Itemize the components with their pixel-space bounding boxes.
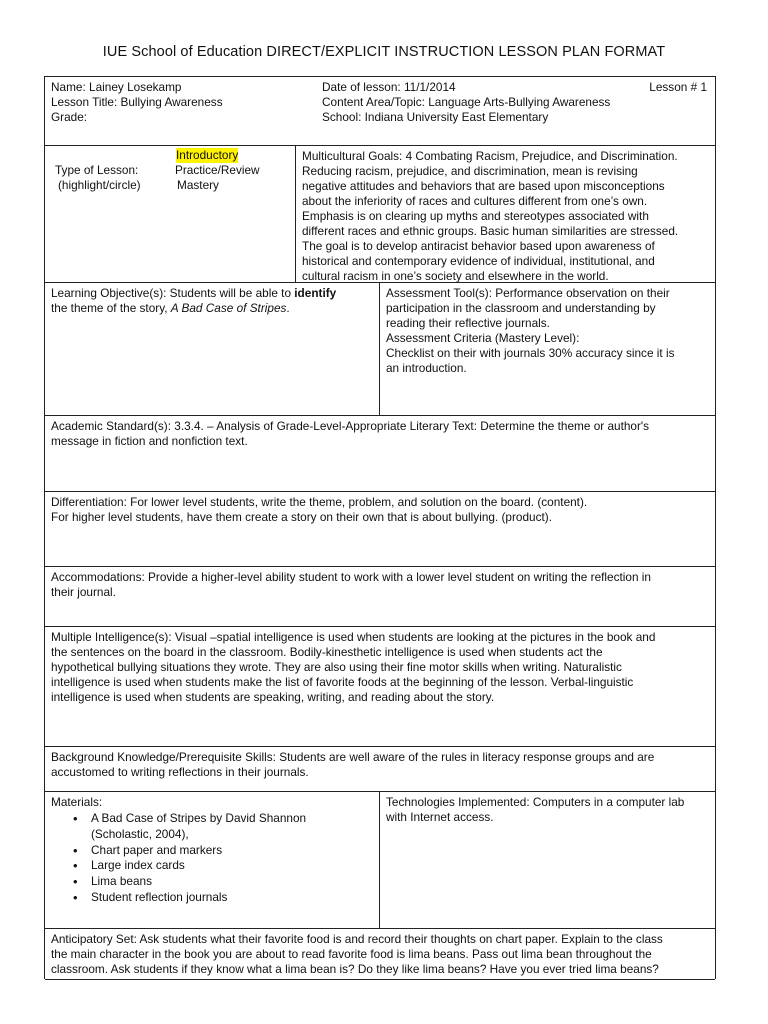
- multiple-intelligences-line: intelligence is used when students are speaking, writing, and reading about the story.: [51, 690, 495, 704]
- grade-field: Grade:: [51, 110, 88, 124]
- learning-objective-suffix: .: [286, 301, 290, 315]
- materials-cell: [45, 792, 379, 928]
- accommodations-line: their journal.: [51, 585, 116, 599]
- learning-objective-line2-text: the theme of the story,: [51, 301, 171, 315]
- lesson-type-label: Type of Lesson:: [55, 163, 139, 177]
- header-right-cell: [316, 77, 715, 145]
- school-name: School: Indiana University East Elementary: [322, 110, 549, 124]
- assessment-cell: [380, 283, 715, 415]
- header-left-cell: [45, 77, 325, 145]
- multiple-intelligences-cell: [45, 627, 715, 746]
- materials-list: [51, 811, 373, 906]
- assessment-line: Assessment Criteria (Mastery Level):: [386, 331, 580, 345]
- learning-objective-prefix: Learning Objective(s): Students will be able to: [51, 286, 295, 300]
- lesson-number: Lesson # 1: [649, 80, 707, 94]
- lesson-type-option-introductory: Introductory: [176, 148, 239, 162]
- materials-item: [91, 811, 373, 843]
- differentiation-row: [45, 492, 715, 567]
- lesson-plan-table: [44, 76, 716, 979]
- materials-item-text: • Chart paper and markers: [91, 842, 223, 857]
- materials-item: [91, 890, 373, 906]
- differentiation-line: Differentiation: For lower level students, write the theme, problem, and solution on the board. (content).: [51, 495, 588, 509]
- anticipatory-set-line: classroom. Ask students if they know what a lima bean is? Do they like lima beans? Have you ever tried lima beans?: [51, 962, 659, 976]
- document-title: IUE School of Education DIRECT/EXPLICIT INSTRUCTION LESSON PLAN FORMAT: [102, 44, 666, 60]
- materials-item-text: • Large index cards: [91, 858, 185, 873]
- technologies-line: Technologies Implemented: Computers in a computer lab: [386, 795, 685, 809]
- objective-row: [45, 283, 715, 416]
- assessment-line: reading their reflective journals.: [386, 316, 550, 330]
- background-knowledge-line: accustomed to writing reflections in their journals.: [51, 765, 309, 779]
- materials-item-text: • Lima beans: [91, 874, 152, 889]
- multiple-intelligences-line: Multiple Intelligence(s): Visual –spatial intelligence is used when students are looking at the pictures in the book and: [51, 630, 656, 644]
- learning-objective-cell: [45, 283, 379, 415]
- technologies-cell: [380, 792, 715, 928]
- learning-objective-verb: identify: [294, 286, 337, 300]
- materials-item: [91, 843, 373, 859]
- assessment-line: participation in the classroom and understanding by: [386, 301, 656, 315]
- academic-standard-cell: [45, 416, 715, 491]
- multicultural-goals-line: Multicultural Goals: 4 Combating Racism, Prejudice, and Discrimination.: [302, 149, 678, 163]
- lesson-type-option-mastery: Mastery: [177, 178, 219, 192]
- differentiation-line: For higher level students, have them create a story on their own that is about bullying. (product).: [51, 510, 552, 524]
- learning-objective-line1: [51, 286, 373, 301]
- materials-row: [45, 792, 715, 929]
- multicultural-goals-line: Emphasis is on clearing up myths and stereotypes associated with: [302, 209, 649, 223]
- accommodations-line: Accommodations: Provide a higher-level ability student to work with a lower level student on writing the reflection in: [51, 570, 651, 584]
- multiple-intelligences-line: hypothetical bullying situations they wrote. They are also using their fine motor skills when writing. Naturalistic: [51, 660, 622, 674]
- anticipatory-set-line: Anticipatory Set: Ask students what their favorite food is and record their thoughts on chart paper. Explain to the class: [51, 932, 663, 946]
- assessment-line: Checklist on their with journals 30% accuracy since it is: [386, 346, 675, 360]
- anticipatory-set-cell: [45, 929, 715, 979]
- materials-item: [91, 858, 373, 874]
- academic-standard-row: [45, 416, 715, 492]
- assessment-line: an introduction.: [386, 361, 467, 375]
- anticipatory-set-row: [45, 929, 715, 980]
- multiple-intelligences-line: intelligence is used when students make the list of favorite foods at the beginning of the lesson. Verbal-linguistic: [51, 675, 634, 689]
- multicultural-goals-line: historical and contemporary evidence of individual, institutional, and: [302, 254, 655, 268]
- lesson-date: Date of lesson: 11/1/2014: [322, 80, 456, 94]
- multicultural-goals-line: Reducing racism, prejudice, and discrimination, mean is revising: [302, 164, 638, 178]
- multicultural-goals-line: The goal is to develop antiracist behavior based upon awareness of: [302, 239, 655, 253]
- multicultural-goals-line: about the inferiority of races and cultures different from one’s own.: [302, 194, 648, 208]
- background-knowledge-row: [45, 747, 715, 792]
- lesson-type-option-practice: Practice/Review: [175, 163, 260, 177]
- multicultural-goals-line: cultural racism in one’s society and elsewhere in the world.: [302, 269, 609, 283]
- lesson-type-sublabel: (highlight/circle): [58, 178, 141, 192]
- lesson-title: Lesson Title: Bullying Awareness: [51, 95, 223, 109]
- materials-label: Materials:: [51, 795, 103, 809]
- accommodations-cell: [45, 567, 715, 626]
- multicultural-goals-line: different races and ethnic groups. Basic human similarities are stressed.: [302, 224, 679, 238]
- assessment-line: Assessment Tool(s): Performance observation on their: [386, 286, 670, 300]
- background-knowledge-cell: [45, 747, 715, 791]
- materials-item-text: • Student reflection journals: [91, 889, 228, 904]
- book-title: A Bad Case of Stripes: [170, 301, 287, 315]
- accommodations-row: [45, 567, 715, 627]
- multiple-intelligences-row: [45, 627, 715, 747]
- academic-standard-line: Academic Standard(s): 3.3.4. – Analysis of Grade-Level-Appropriate Literary Text: Determine the theme or author's: [51, 419, 650, 433]
- content-area: Content Area/Topic: Language Arts-Bullying Awareness: [322, 95, 611, 109]
- teacher-name: Name: Lainey Losekamp: [51, 80, 182, 94]
- multiple-intelligences-line: the sentences on the board in the classroom. Bodily-kinesthetic intelligence is used when students act the: [51, 645, 603, 659]
- technologies-line: with Internet access.: [386, 810, 494, 824]
- materials-item-text: • A Bad Case of Stripes by David Shannon: [91, 811, 307, 825]
- materials-item: [91, 874, 373, 890]
- differentiation-cell: [45, 492, 715, 566]
- background-knowledge-line: Background Knowledge/Prerequisite Skills: Students are well aware of the rules in literacy response groups and are: [51, 750, 655, 764]
- multicultural-goals-cell: [296, 146, 715, 282]
- academic-standard-line: message in fiction and nonfiction text.: [51, 434, 248, 448]
- header-row: [45, 77, 715, 146]
- lesson-type-cell: [45, 146, 295, 282]
- multicultural-goals-line: negative attitudes and behaviors that are based upon misconceptions: [302, 179, 665, 193]
- lesson-type-row: [45, 146, 715, 283]
- materials-item-text: (Scholastic, 2004),: [91, 826, 189, 841]
- learning-objective-line2: [51, 301, 373, 316]
- anticipatory-set-line: the main character in the book you are about to read favorite food is lima beans. Pass out lima bean throughout the: [51, 947, 652, 961]
